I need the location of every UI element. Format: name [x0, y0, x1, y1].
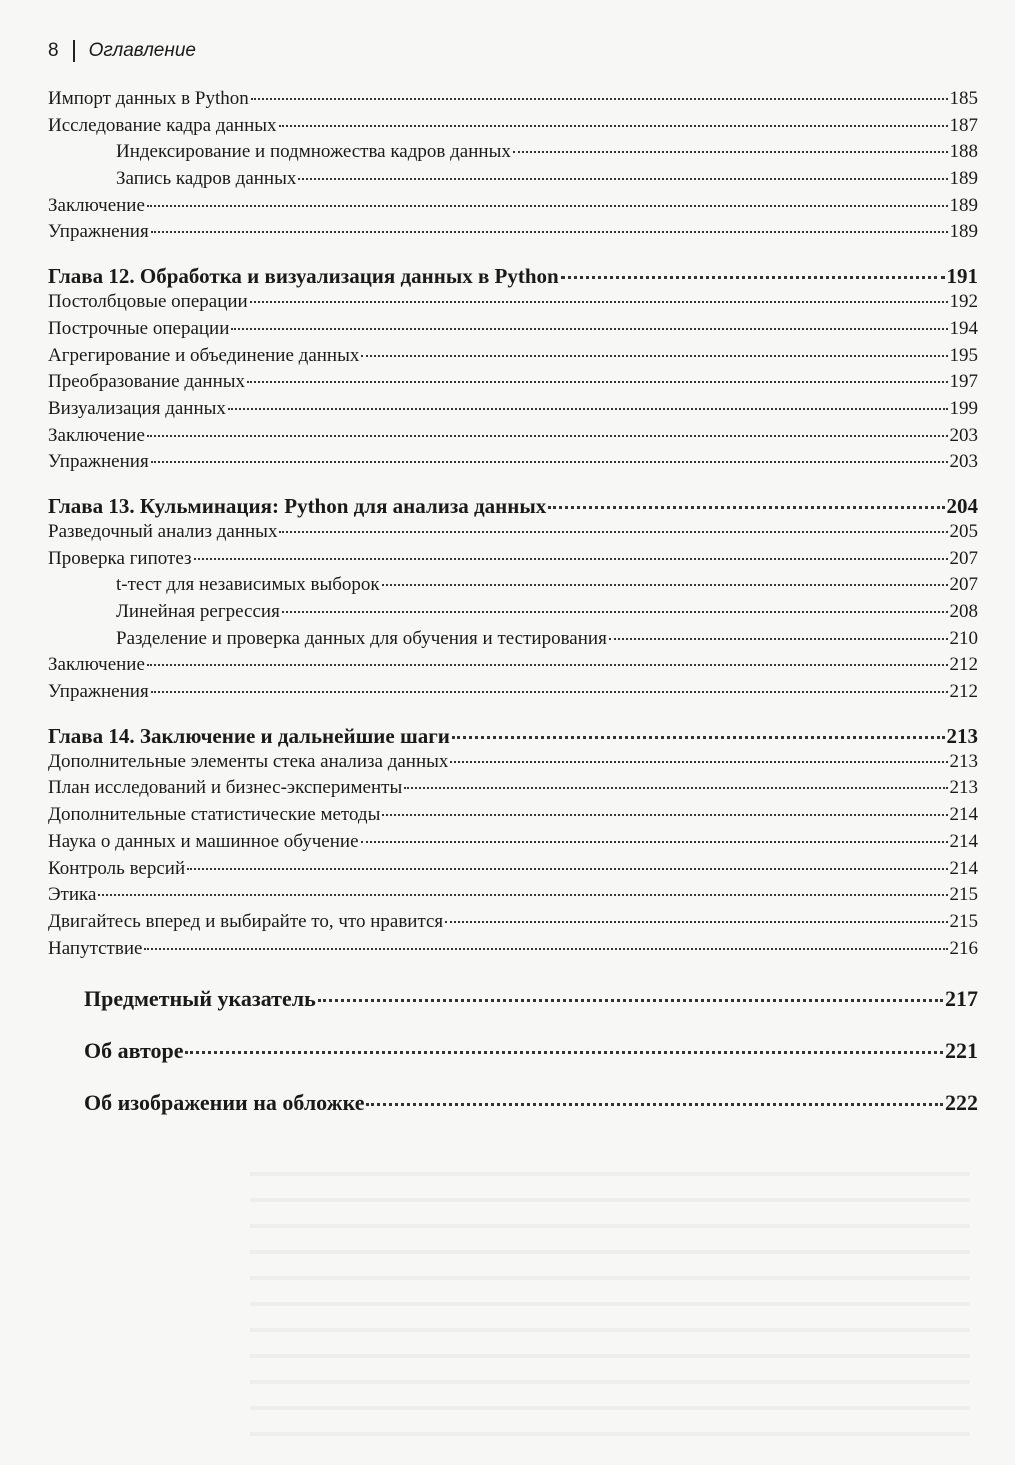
toc-entry-page: 214	[949, 804, 978, 826]
toc-entry-page: 217	[945, 986, 978, 1012]
page-header	[48, 40, 988, 62]
toc-entry	[48, 168, 978, 195]
toc-entry-label: Запись кадров данных	[116, 168, 297, 190]
toc-entry	[48, 858, 978, 885]
dot-leader	[147, 205, 948, 207]
toc-entry	[48, 291, 978, 318]
dot-leader	[279, 531, 947, 533]
toc-part	[48, 1090, 978, 1120]
dot-leader	[450, 761, 947, 763]
toc-entry	[48, 371, 978, 398]
toc-entry-page: 208	[949, 601, 978, 622]
dot-leader	[561, 276, 945, 279]
toc-entry-page: 194	[949, 317, 978, 339]
toc-entry-page: 188	[949, 141, 978, 163]
dot-leader	[361, 355, 947, 357]
dot-leader	[382, 584, 948, 586]
toc-part	[48, 986, 978, 1016]
toc-entry-page: 210	[949, 627, 978, 649]
toc-entry	[48, 777, 978, 804]
dot-leader	[282, 611, 948, 613]
dot-leader	[151, 691, 948, 693]
toc-entry-page: 189	[949, 221, 978, 243]
toc-part	[48, 1038, 978, 1068]
toc-entry	[48, 521, 978, 548]
toc-entry	[48, 451, 978, 478]
toc-entry	[48, 938, 978, 965]
toc-entry-page: 205	[949, 520, 978, 542]
toc-entry-label: План исследований и бизнес-эксперименты	[48, 777, 403, 799]
dot-leader	[366, 1103, 943, 1106]
toc-entry-label: Линейная регрессия	[116, 601, 280, 622]
toc-entry-page: 215	[949, 884, 978, 906]
toc-entry-page: 199	[949, 397, 978, 419]
dot-leader	[98, 894, 947, 896]
dot-leader	[513, 151, 948, 153]
dot-leader	[251, 98, 948, 100]
dot-leader	[247, 381, 947, 383]
toc-entry	[48, 115, 978, 142]
toc-entry-page: 213	[949, 777, 978, 799]
dot-leader	[318, 999, 943, 1002]
toc-entry-page: 203	[949, 451, 978, 473]
toc-entry-page: 222	[945, 1090, 978, 1116]
toc-entry-page: 189	[949, 194, 978, 216]
dot-leader	[452, 736, 945, 739]
toc-entry	[48, 654, 978, 681]
toc-entry-page: 214	[949, 857, 978, 879]
section-title: Оглавление	[88, 40, 196, 61]
dot-leader	[185, 1051, 943, 1054]
toc-entry-label: Исследование кадра данных	[48, 114, 277, 136]
toc-chapter	[48, 264, 978, 291]
toc-entry-label: t-тест для независимых выборок	[116, 574, 380, 596]
toc-entry-label: Заключение	[48, 424, 145, 446]
toc-entry-page: 187	[949, 114, 978, 136]
toc-entry	[48, 911, 978, 938]
toc-entry-label: Глава 14. Заключение и дальнейшие шаги	[48, 723, 450, 748]
toc-entry-label: Импорт данных в Python	[48, 88, 249, 109]
toc-chapter	[48, 494, 978, 521]
toc-entry-label: Об авторе	[84, 1038, 184, 1064]
dot-leader	[609, 638, 948, 640]
dot-leader	[445, 921, 947, 923]
toc-entry-label: Проверка гипотез	[48, 547, 192, 569]
toc-entry-page: 207	[949, 547, 978, 569]
toc-entry-label: Упражнения	[48, 221, 149, 243]
toc-entry-label: Агрегирование и объединение данных	[48, 344, 360, 366]
toc-entry	[48, 574, 978, 601]
dot-leader	[361, 841, 948, 843]
toc-entry-label: Наука о данных и машинное обучение	[48, 830, 359, 852]
toc-entry-page: 192	[949, 291, 978, 313]
dot-leader	[382, 814, 947, 816]
header-divider	[73, 40, 75, 62]
toc-entry	[48, 681, 978, 708]
toc-entry	[48, 425, 978, 452]
toc-entry	[48, 345, 978, 372]
toc-entry-label: Глава 13. Кульминация: Python для анализа данных	[48, 493, 547, 518]
dot-leader	[147, 664, 948, 666]
toc-chapter	[48, 724, 978, 751]
toc-entry-label: Визуализация данных	[48, 397, 226, 419]
toc-entry-label: Заключение	[48, 194, 145, 216]
toc-entry-page: 212	[949, 654, 978, 676]
dot-leader	[144, 948, 947, 950]
toc-entry-page: 213	[946, 723, 978, 748]
dot-leader	[228, 408, 948, 410]
toc-entry-page: 213	[949, 750, 978, 772]
toc-entry-page: 203	[949, 424, 978, 446]
toc-entry	[48, 601, 978, 628]
toc-entry-label: Разделение и проверка данных для обучения и тестирования	[116, 627, 607, 649]
toc-entry-page: 221	[945, 1038, 978, 1064]
toc-entry	[48, 141, 978, 168]
toc-entry	[48, 884, 978, 911]
bleed-through-texture	[250, 1150, 970, 1440]
dot-leader	[187, 868, 947, 870]
toc-entry-page: 216	[949, 937, 978, 959]
toc-entry-label: Постолбцовые операции	[48, 291, 248, 313]
toc-entry	[48, 221, 978, 248]
dot-leader	[151, 231, 948, 233]
page-number: 8	[48, 40, 59, 61]
toc-entry-label: Контроль версий	[48, 857, 186, 879]
toc-entry-page: 214	[949, 830, 978, 852]
toc-entry-label: Этика	[48, 884, 97, 906]
dot-leader	[151, 461, 948, 463]
toc-entry-page: 204	[946, 493, 978, 518]
dot-leader	[194, 558, 948, 560]
toc-entry-page: 191	[946, 264, 978, 289]
toc-entry-page: 189	[949, 168, 978, 190]
toc-entry-page: 185	[949, 88, 978, 109]
toc-entry	[48, 195, 978, 222]
toc-entry-label: Построчные операции	[48, 317, 230, 339]
toc-entry-page: 207	[949, 574, 978, 596]
dot-leader	[279, 125, 948, 127]
dot-leader	[298, 178, 947, 180]
toc-entry-page: 215	[949, 910, 978, 932]
toc-entry	[48, 804, 978, 831]
dot-leader	[548, 506, 944, 509]
toc-entry-label: Упражнения	[48, 451, 149, 473]
toc-entry	[48, 628, 978, 655]
toc-entry-label: Индексирование и подмножества кадров данных	[116, 141, 511, 163]
toc-entry-label: Об изображении на обложке	[84, 1090, 365, 1116]
toc-entry-label: Преобразование данных	[48, 371, 246, 393]
toc-entry-page: 212	[949, 681, 978, 703]
toc-entry-label: Предметный указатель	[84, 986, 316, 1012]
toc-entry-label: Заключение	[48, 654, 145, 676]
toc-entry	[48, 751, 978, 778]
toc-entry-label: Разведочный анализ данных	[48, 520, 278, 542]
toc-entry-page: 195	[949, 344, 978, 366]
toc-entry	[48, 318, 978, 345]
toc-entry-label: Глава 12. Обработка и визуализация данных в Python	[48, 264, 559, 289]
toc-entry	[48, 548, 978, 575]
toc-entry	[48, 398, 978, 425]
toc-entry	[48, 88, 978, 115]
toc-entry-label: Упражнения	[48, 681, 149, 703]
toc-entry-label: Дополнительные статистические методы	[48, 804, 381, 826]
toc-entry-label: Двигайтесь вперед и выбирайте то, что нравится	[48, 910, 444, 932]
toc-entry	[48, 831, 978, 858]
dot-leader	[231, 328, 947, 330]
dot-leader	[147, 435, 948, 437]
toc-entry-label: Напутствие	[48, 937, 143, 959]
dot-leader	[404, 787, 947, 789]
toc-entry-page: 197	[949, 371, 978, 393]
toc-entry-label: Дополнительные элементы стека анализа данных	[48, 750, 449, 772]
table-of-contents	[48, 88, 978, 1120]
dot-leader	[250, 301, 948, 303]
